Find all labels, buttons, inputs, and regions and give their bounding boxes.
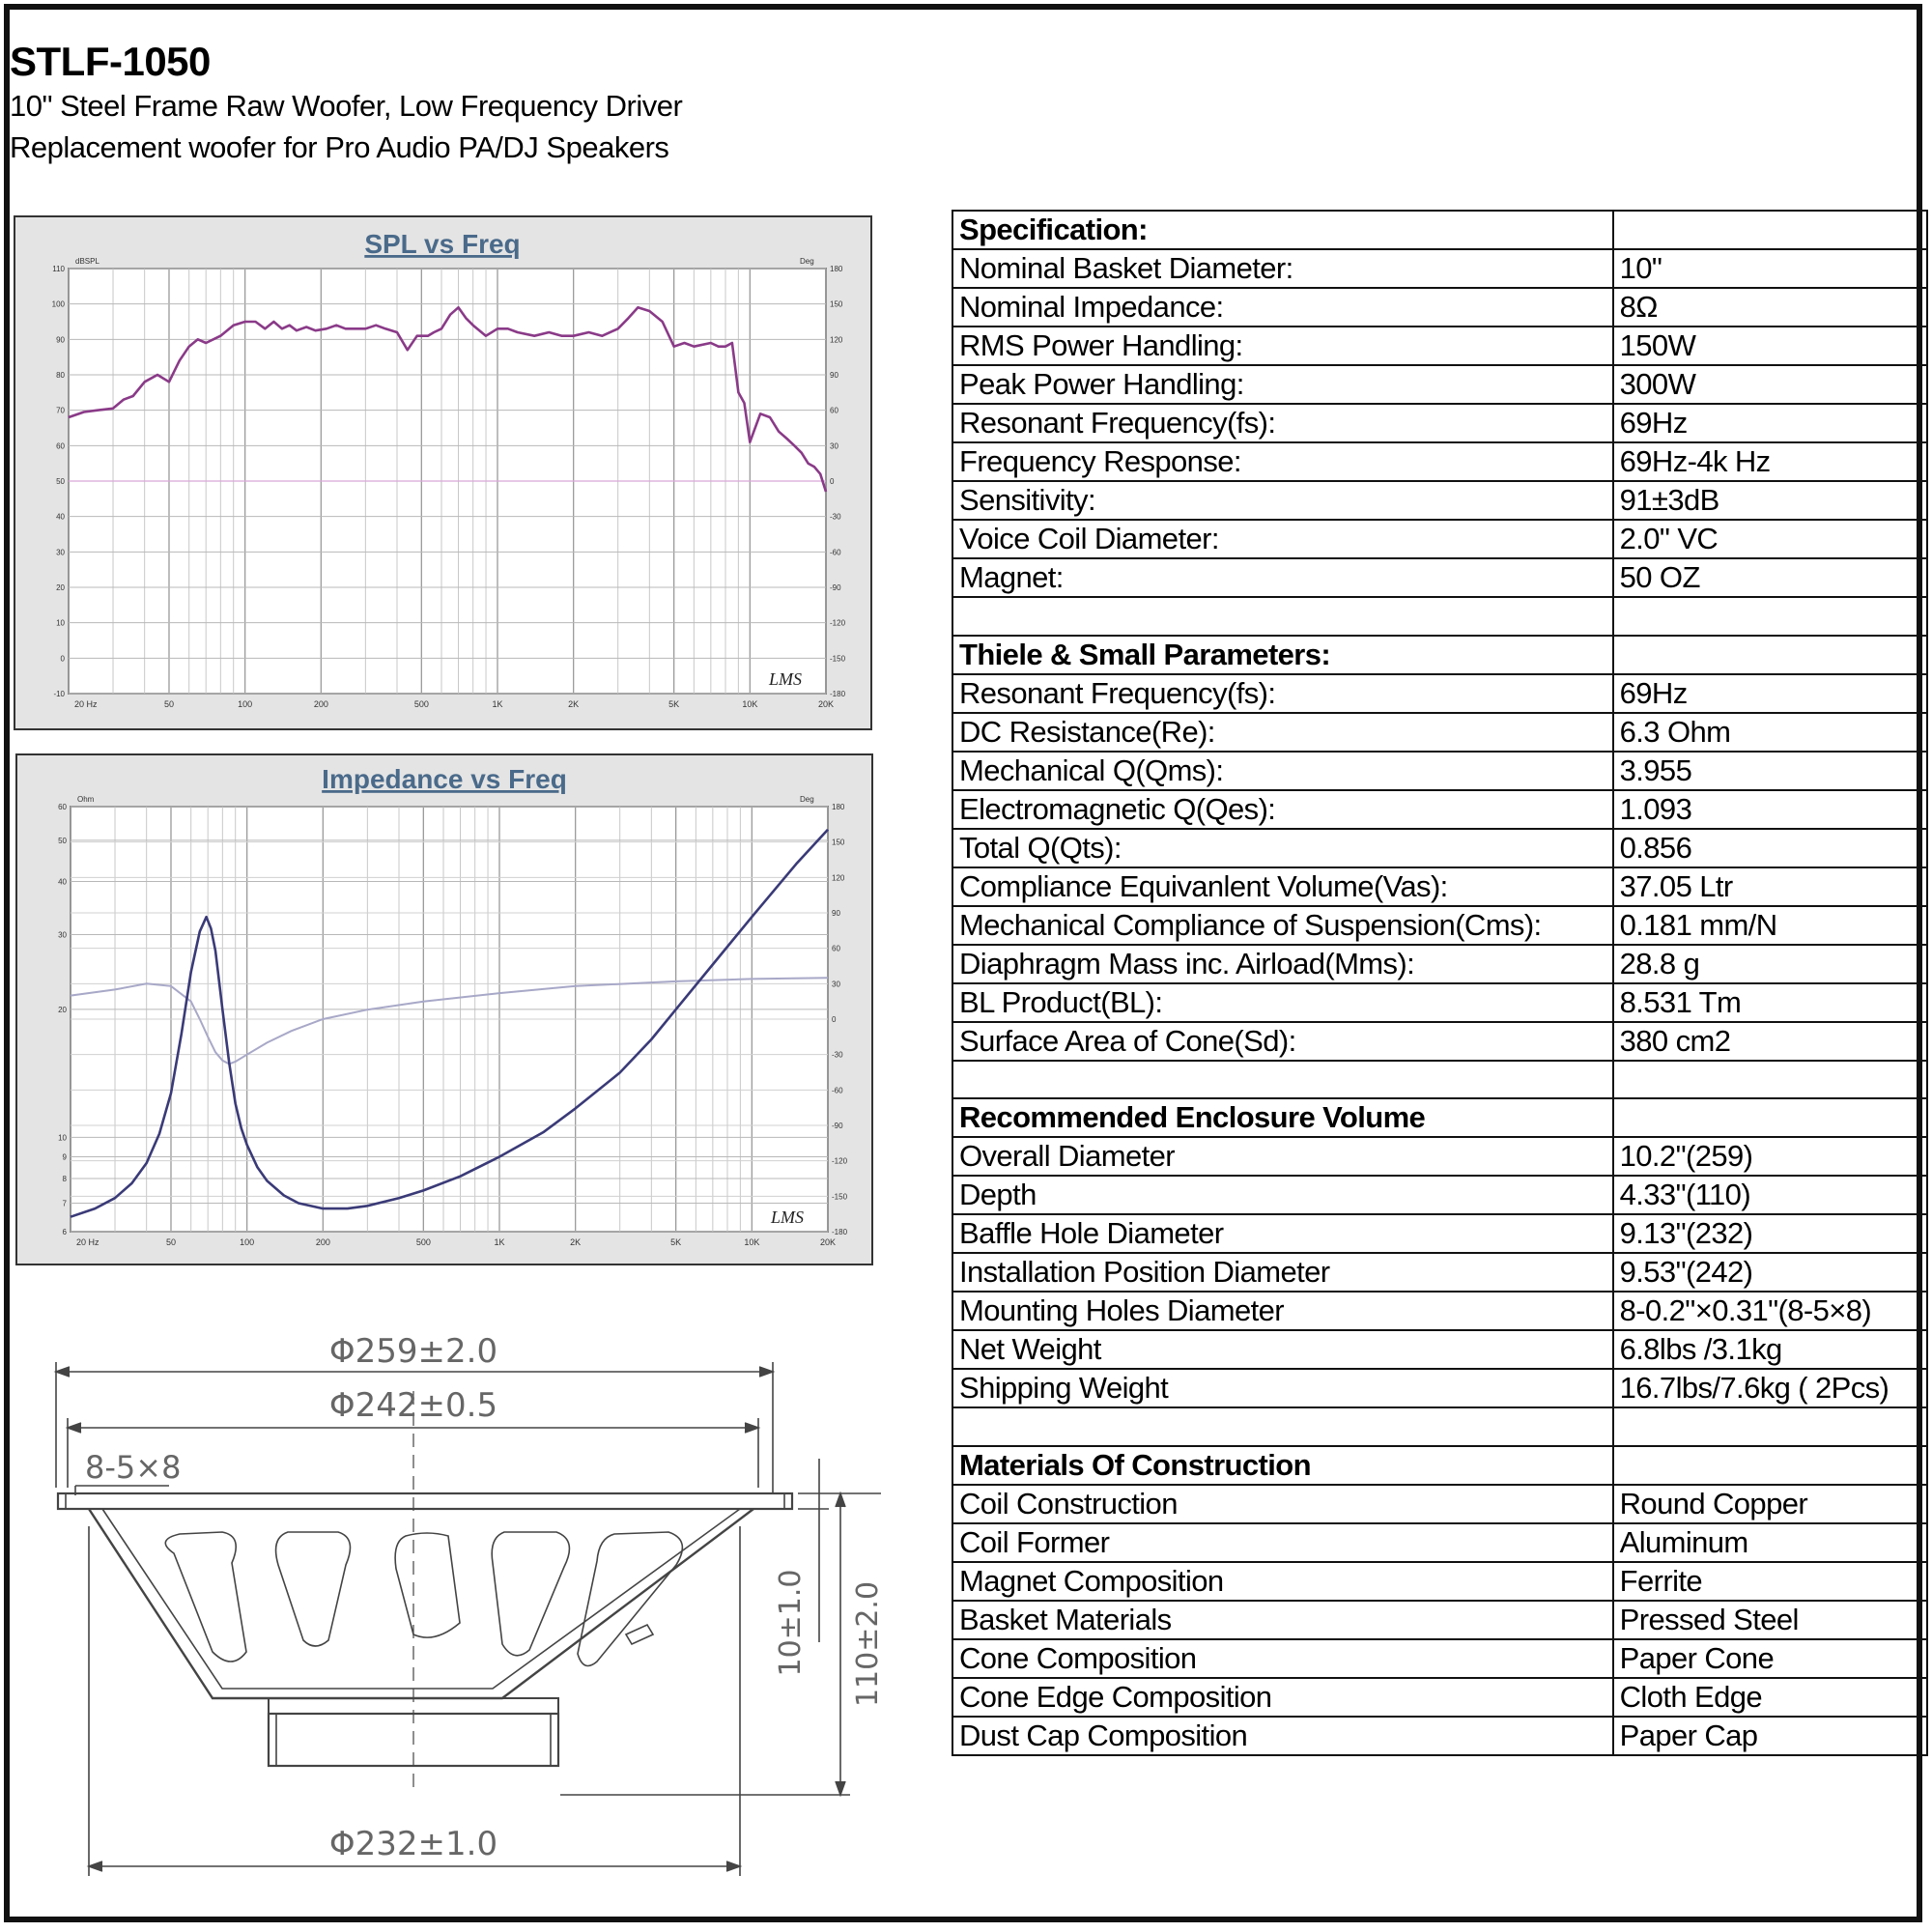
spec-value: 150W (1613, 327, 1927, 365)
spec-value: 6.3 Ohm (1613, 713, 1927, 752)
spec-row (952, 1061, 1927, 1099)
x-tick-label: 20K (819, 1237, 837, 1247)
spec-label: Cone Composition (952, 1639, 1613, 1678)
x-tick-label: 5K (668, 699, 680, 709)
spec-row (952, 1214, 1927, 1253)
y-tick-label: 60 (56, 441, 65, 451)
spec-value (1613, 1446, 1927, 1485)
impedance-y2-unit: Deg (800, 795, 814, 804)
spec-label: Nominal Basket Diameter: (952, 249, 1613, 288)
y-tick-label: 80 (56, 371, 65, 380)
y2-tick-label: -90 (830, 583, 841, 592)
spec-label: Magnet Composition (952, 1562, 1613, 1601)
spec-value: 69Hz (1613, 404, 1927, 442)
spec-row (952, 288, 1927, 327)
y2-tick-label: 30 (830, 441, 838, 451)
spec-section-row (952, 636, 1927, 674)
y2-tick-label: -150 (832, 1192, 848, 1202)
y-tick-label: 100 (51, 299, 65, 309)
spec-value: 50 OZ (1613, 558, 1927, 597)
spec-label: BL Product(BL): (952, 983, 1613, 1022)
spec-value: 91±3dB (1613, 481, 1927, 520)
spec-section-row (952, 1446, 1927, 1485)
spec-value: 37.05 Ltr (1613, 867, 1927, 906)
spec-value: 8Ω (1613, 288, 1927, 327)
spec-row (952, 983, 1927, 1022)
spec-label: Mechanical Q(Qms): (952, 752, 1613, 790)
spec-row (952, 867, 1927, 906)
spec-value: 10" (1613, 249, 1927, 288)
spec-label: Voice Coil Diameter: (952, 520, 1613, 558)
y2-tick-label: -150 (830, 654, 846, 664)
dim-overall-depth: 110±2.0 (851, 1580, 885, 1708)
spec-value: 1.093 (1613, 790, 1927, 829)
impedance-y-unit: Ohm (77, 795, 95, 804)
y-tick-label: 10 (58, 1133, 67, 1143)
product-description: 10" Steel Frame Raw Woofer, Low Frequency Driver (10, 89, 683, 123)
spec-value: 28.8 g (1613, 945, 1927, 983)
spl-chart-title: SPL vs Freq (364, 229, 521, 259)
y2-tick-label: 150 (830, 299, 843, 309)
y-tick-label: 0 (60, 654, 65, 664)
spec-row (952, 481, 1927, 520)
spec-row (952, 906, 1927, 945)
x-tick-label: 2K (568, 699, 580, 709)
y-tick-label: -10 (53, 690, 65, 698)
spec-label: Surface Area of Cone(Sd): (952, 1022, 1613, 1061)
y-tick-label: 70 (56, 406, 65, 415)
spec-label: Electromagnetic Q(Qes): (952, 790, 1613, 829)
spec-label: Shipping Weight (952, 1369, 1613, 1407)
spec-value: 4.33"(110) (1613, 1176, 1927, 1214)
dim-baffle-diameter: Φ232±1.0 (328, 1825, 498, 1863)
spec-label: Peak Power Handling: (952, 365, 1613, 404)
y-tick-label: 9 (62, 1152, 67, 1162)
y2-tick-label: 120 (832, 873, 845, 883)
y-tick-label: 110 (52, 265, 65, 273)
spec-row (952, 1176, 1927, 1214)
y2-tick-label: 90 (832, 909, 840, 918)
spec-label: Sensitivity: (952, 481, 1613, 520)
spec-row (952, 1639, 1927, 1678)
spec-label: RMS Power Handling: (952, 327, 1613, 365)
y-tick-label: 30 (56, 548, 65, 557)
y2-tick-label: -60 (832, 1086, 843, 1095)
x-tick-label: 50 (163, 699, 175, 709)
x-tick-label: 100 (240, 1237, 255, 1247)
y-tick-label: 20 (56, 583, 65, 592)
spec-label: Mechanical Compliance of Suspension(Cms): (952, 906, 1613, 945)
spec-row (952, 1523, 1927, 1562)
spec-label: Dust Cap Composition (952, 1717, 1613, 1755)
y-tick-label: 6 (62, 1228, 67, 1236)
y-tick-label: 40 (56, 512, 65, 522)
spec-row (952, 442, 1927, 481)
spec-row (952, 790, 1927, 829)
y2-tick-label: -60 (830, 548, 841, 557)
spec-label (952, 1407, 1613, 1446)
spec-label: Coil Construction (952, 1485, 1613, 1523)
spec-row (952, 1485, 1927, 1523)
spec-label: Nominal Impedance: (952, 288, 1613, 327)
spec-value: 300W (1613, 365, 1927, 404)
x-tick-label: 5K (670, 1237, 682, 1247)
y-tick-label: 50 (58, 836, 67, 845)
spec-row (952, 1253, 1927, 1292)
y2-tick-label: -30 (832, 1050, 843, 1060)
spec-row (952, 520, 1927, 558)
impedance-chart-panel (15, 753, 873, 1265)
product-application: Replacement woofer for Pro Audio PA/DJ Speakers (10, 130, 669, 164)
spec-value: 8-0.2"×0.31"(8-5×8) (1613, 1292, 1927, 1330)
spec-label: Resonant Frequency(fs): (952, 404, 1613, 442)
spec-label: Resonant Frequency(fs): (952, 674, 1613, 713)
x-tick-label: 500 (413, 699, 429, 709)
spec-value: Paper Cap (1613, 1717, 1927, 1755)
spec-row (952, 365, 1927, 404)
spec-section-heading: Recommended Enclosure Volume (952, 1098, 1613, 1137)
spec-value: 9.13"(232) (1613, 1214, 1927, 1253)
spec-label: Frequency Response: (952, 442, 1613, 481)
spec-row (952, 1292, 1927, 1330)
spec-row (952, 1678, 1927, 1717)
spec-label: Magnet: (952, 558, 1613, 597)
x-tick-label: 500 (415, 1237, 431, 1247)
spec-value: Aluminum (1613, 1523, 1927, 1562)
spec-value (1613, 211, 1927, 249)
spec-row (952, 752, 1927, 790)
spec-row (952, 1330, 1927, 1369)
y2-tick-label: 0 (830, 477, 835, 486)
y2-tick-label: 30 (832, 980, 840, 989)
x-tick-label: 1K (492, 699, 503, 709)
y2-tick-label: 120 (830, 335, 843, 345)
spec-section-row (952, 1098, 1927, 1137)
spec-label: DC Resistance(Re): (952, 713, 1613, 752)
spec-label: Basket Materials (952, 1601, 1613, 1639)
spec-section-heading: Materials Of Construction (952, 1446, 1613, 1485)
y2-tick-label: 150 (832, 838, 845, 847)
spec-value: Pressed Steel (1613, 1601, 1927, 1639)
spl-chart-panel (14, 215, 872, 730)
spec-value (1613, 1407, 1927, 1446)
spec-value: Round Copper (1613, 1485, 1927, 1523)
specification-table (952, 210, 1928, 1756)
spec-row (952, 249, 1927, 288)
spec-row (952, 1022, 1927, 1061)
spec-value (1613, 1098, 1927, 1137)
dim-outer-diameter: Φ259±2.0 (328, 1332, 498, 1371)
spec-row (952, 404, 1927, 442)
x-tick-label: 20K (817, 699, 835, 709)
spl-chart (15, 217, 870, 728)
spec-value (1613, 597, 1927, 636)
y2-tick-label: -120 (832, 1156, 848, 1166)
x-tick-label: 20 Hz (76, 1237, 99, 1247)
spec-label: Mounting Holes Diameter (952, 1292, 1613, 1330)
spec-row (952, 829, 1927, 867)
spec-label: Overall Diameter (952, 1137, 1613, 1176)
spec-value: 69Hz-4k Hz (1613, 442, 1927, 481)
y-tick-label: 50 (56, 477, 65, 486)
spec-value: 0.856 (1613, 829, 1927, 867)
spec-label: Baffle Hole Diameter (952, 1214, 1613, 1253)
y2-tick-label: -90 (832, 1122, 843, 1130)
spec-row (952, 713, 1927, 752)
spec-row (952, 1407, 1927, 1446)
spec-value: 69Hz (1613, 674, 1927, 713)
y2-tick-label: -180 (830, 690, 846, 698)
spec-value: Paper Cone (1613, 1639, 1927, 1678)
spec-row (952, 1601, 1927, 1639)
spec-label: Coil Former (952, 1523, 1613, 1562)
spec-value: Cloth Edge (1613, 1678, 1927, 1717)
spec-row (952, 945, 1927, 983)
y-tick-label: 40 (58, 877, 67, 887)
spec-section-heading: Thiele & Small Parameters: (952, 636, 1613, 674)
spec-row (952, 674, 1927, 713)
dim-mounting-holes: 8-5×8 (85, 1449, 182, 1486)
spec-value: Ferrite (1613, 1562, 1927, 1601)
x-tick-label: 100 (238, 699, 253, 709)
spec-value: 0.181 mm/N (1613, 906, 1927, 945)
spec-row (952, 327, 1927, 365)
x-tick-label: 2K (570, 1237, 582, 1247)
spec-value: 8.531 Tm (1613, 983, 1927, 1022)
spl-y2-unit: Deg (800, 257, 814, 266)
x-tick-label: 10K (744, 1237, 760, 1247)
impedance-lms-logo: LMS (771, 1208, 805, 1227)
spec-value: 16.7lbs/7.6kg ( 2Pcs) (1613, 1369, 1927, 1407)
spec-label: Compliance Equivanlent Volume(Vas): (952, 867, 1613, 906)
impedance-chart-title: Impedance vs Freq (322, 764, 567, 794)
spec-label (952, 597, 1613, 636)
product-model: STLF-1050 (10, 39, 211, 84)
spec-value: 6.8lbs /3.1kg (1613, 1330, 1927, 1369)
y-tick-label: 10 (56, 618, 65, 628)
y2-tick-label: 0 (832, 1015, 837, 1024)
dim-flange-height: 10±1.0 (774, 1569, 808, 1677)
spec-section-row (952, 211, 1927, 249)
x-tick-label: 10K (742, 699, 758, 709)
y2-tick-label: 60 (830, 406, 838, 415)
y-tick-label: 7 (62, 1199, 67, 1208)
spec-row (952, 597, 1927, 636)
y2-tick-label: 180 (832, 803, 845, 811)
spec-value: 2.0" VC (1613, 520, 1927, 558)
spec-value: 9.53"(242) (1613, 1253, 1927, 1292)
spec-value (1613, 636, 1927, 674)
spec-value (1613, 1061, 1927, 1099)
y-tick-label: 30 (58, 930, 67, 940)
spec-value: 380 cm2 (1613, 1022, 1927, 1061)
x-tick-label: 50 (165, 1237, 177, 1247)
spec-label: Total Q(Qts): (952, 829, 1613, 867)
spec-label: Cone Edge Composition (952, 1678, 1613, 1717)
spec-row (952, 1137, 1927, 1176)
spec-row (952, 558, 1927, 597)
spec-label: Installation Position Diameter (952, 1253, 1613, 1292)
spl-lms-logo: LMS (769, 669, 803, 689)
y2-tick-label: -180 (832, 1228, 848, 1236)
y2-tick-label: -120 (830, 618, 846, 628)
x-tick-label: 1K (494, 1237, 505, 1247)
speaker-dimension-drawing (39, 1332, 885, 1889)
spec-label: Net Weight (952, 1330, 1613, 1369)
x-tick-label: 200 (315, 1237, 330, 1247)
impedance-chart (17, 755, 871, 1264)
spec-row (952, 1717, 1927, 1755)
y2-tick-label: 180 (830, 265, 843, 273)
spec-section-heading: Specification: (952, 211, 1613, 249)
spec-label: Diaphragm Mass inc. Airload(Mms): (952, 945, 1613, 983)
y-tick-label: 20 (58, 1005, 67, 1014)
spec-value: 10.2"(259) (1613, 1137, 1927, 1176)
spec-row (952, 1369, 1927, 1407)
spl-y-unit: dBSPL (75, 257, 99, 266)
spec-row (952, 1562, 1927, 1601)
y-tick-label: 60 (58, 803, 67, 811)
x-tick-label: 20 Hz (74, 699, 98, 709)
spec-label (952, 1061, 1613, 1099)
y-tick-label: 90 (56, 335, 65, 345)
y-tick-label: 8 (62, 1175, 67, 1184)
y2-tick-label: 90 (830, 371, 838, 380)
y2-tick-label: -30 (830, 512, 841, 522)
spec-value: 3.955 (1613, 752, 1927, 790)
dim-install-diameter: Φ242±0.5 (328, 1386, 498, 1425)
x-tick-label: 200 (313, 699, 328, 709)
spec-label: Depth (952, 1176, 1613, 1214)
y2-tick-label: 60 (832, 944, 840, 953)
